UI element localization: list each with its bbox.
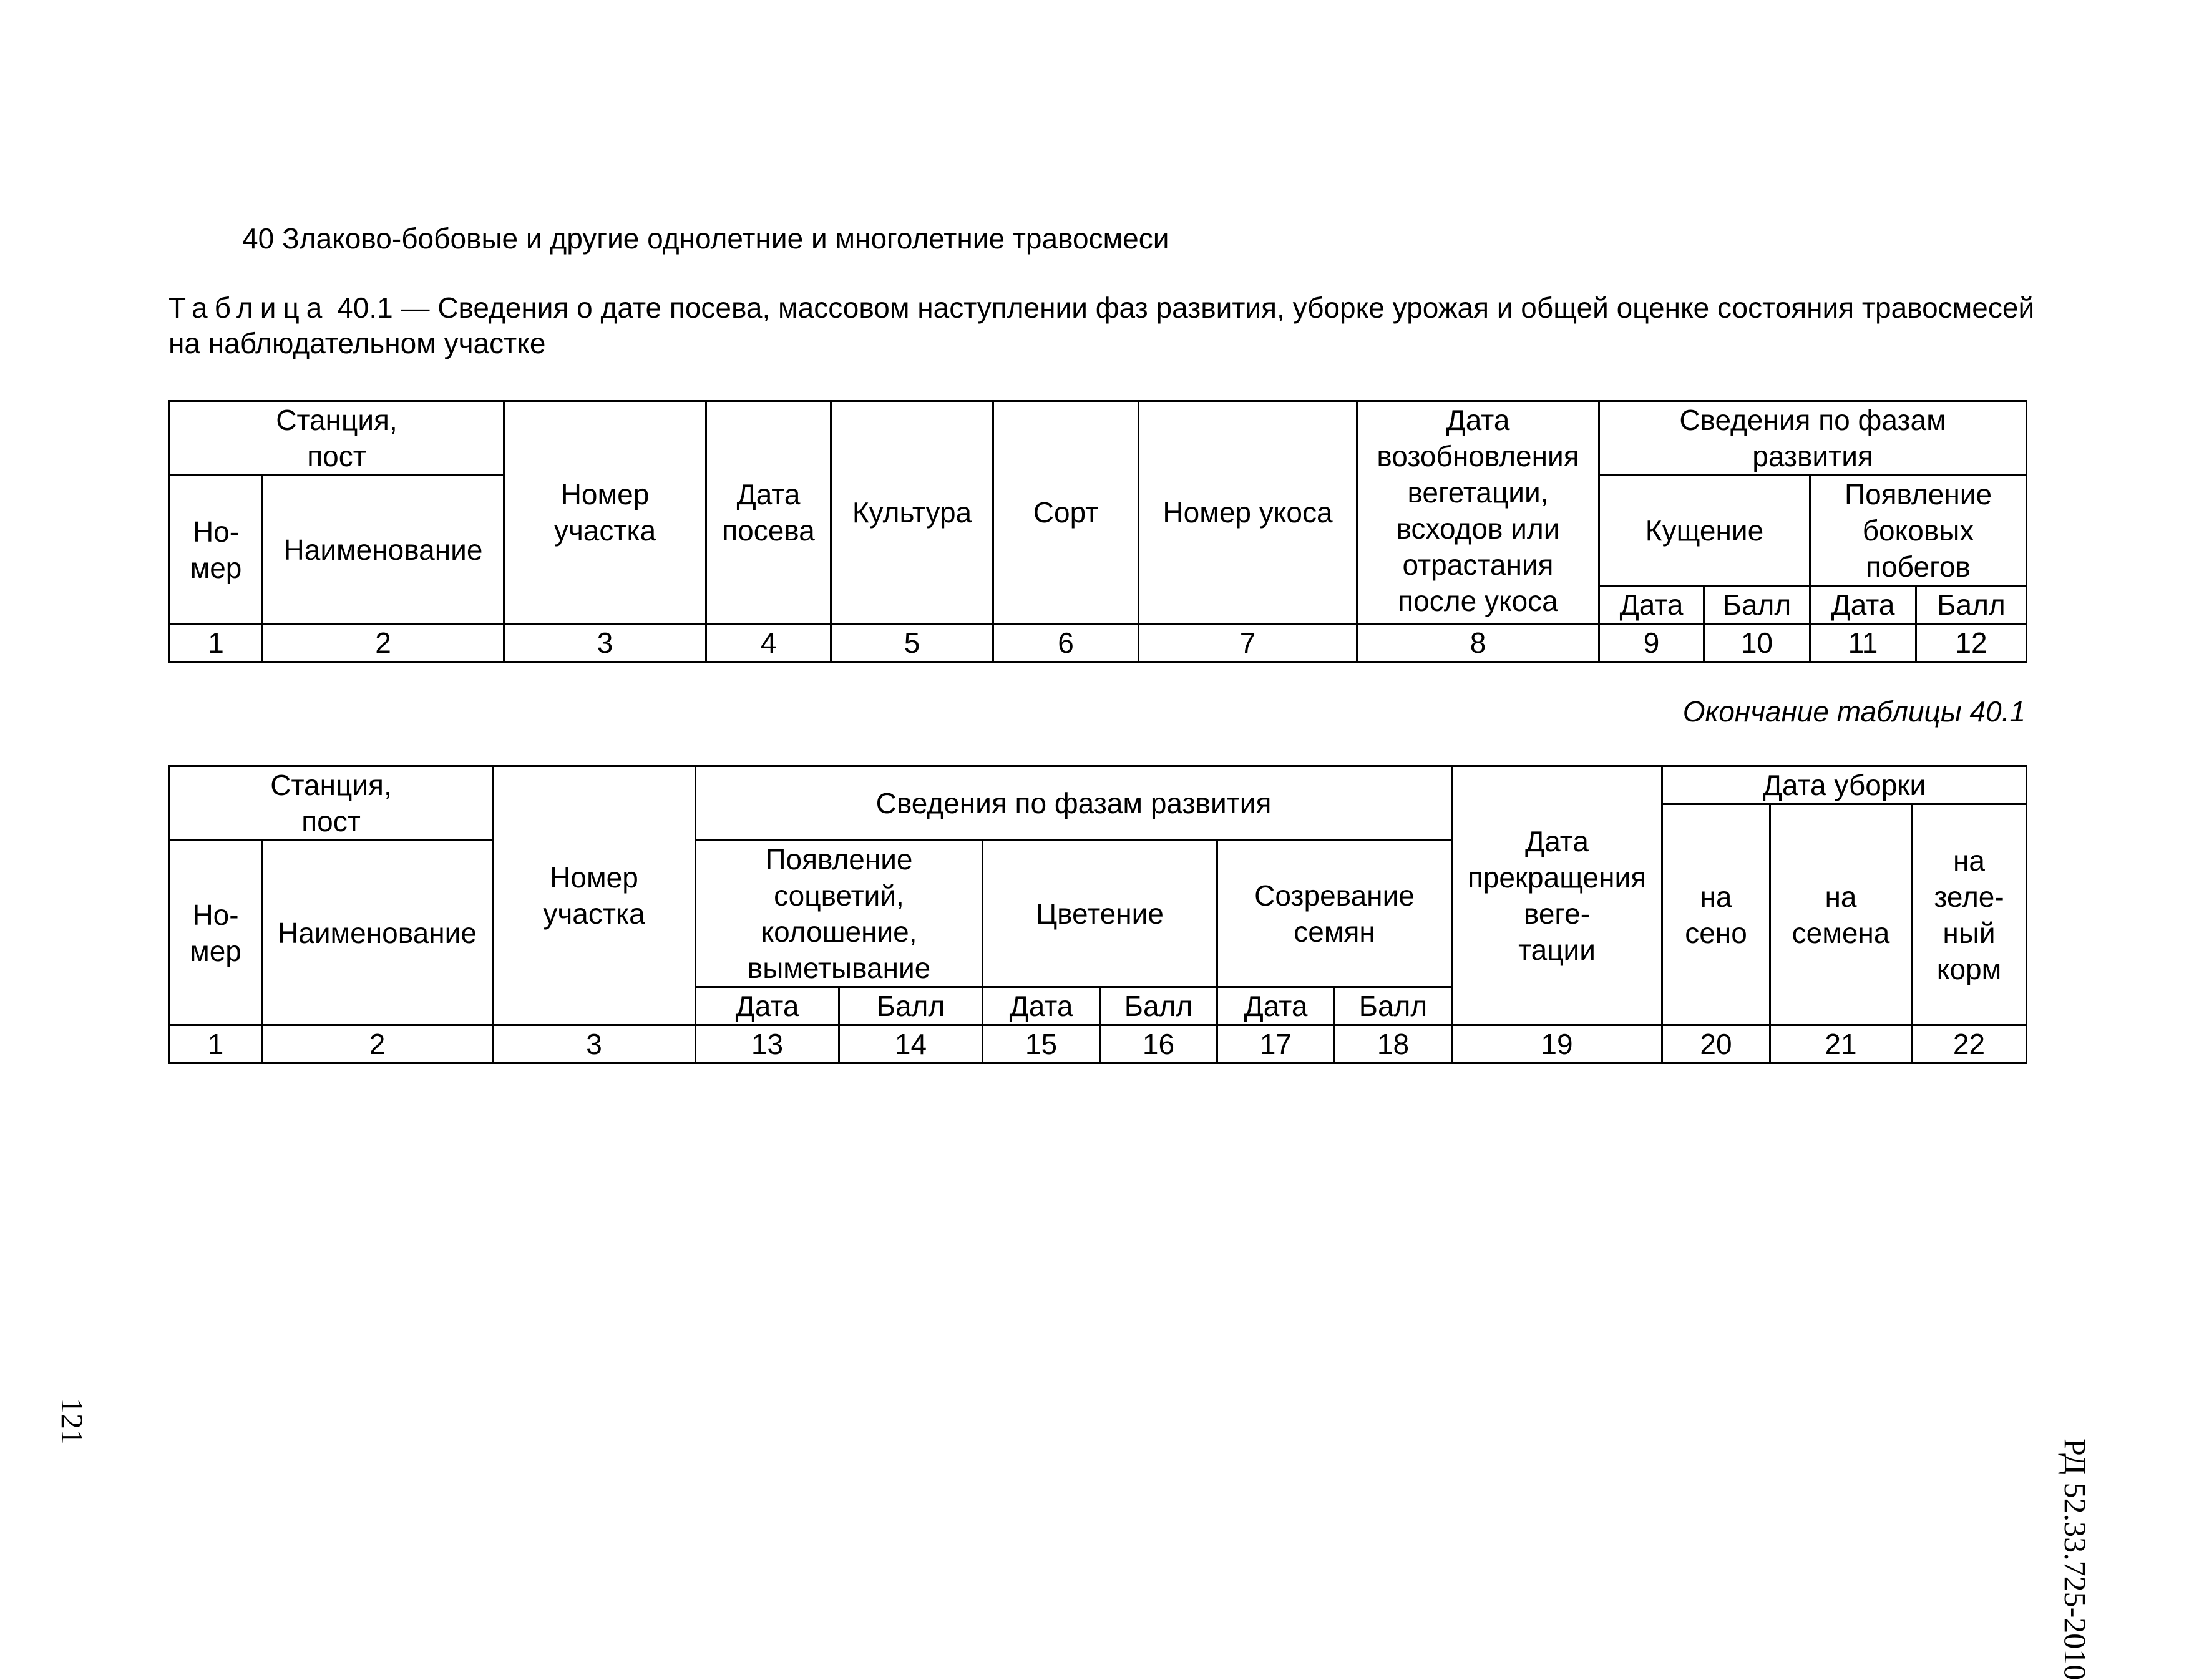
header-ripening-date: Дата: [1217, 987, 1335, 1025]
header-for-green-fodder: на зеле- ный корм: [1912, 804, 2027, 1025]
header-number: Но- мер: [170, 841, 262, 1025]
page-number: 121: [55, 1398, 90, 1445]
header-tillering-score: Балл: [1704, 586, 1810, 624]
column-number: 14: [839, 1025, 983, 1063]
table-caption: [168, 290, 2040, 361]
column-number: 17: [1217, 1025, 1335, 1063]
header-phases: Сведения по фазам развития: [1599, 401, 2027, 476]
column-number: 15: [983, 1025, 1100, 1063]
column-number: 13: [696, 1025, 839, 1063]
header-phases: Сведения по фазам развития: [696, 766, 1452, 841]
column-number: 10: [1704, 624, 1810, 662]
column-number: 1: [170, 1025, 262, 1063]
column-number: 19: [1452, 1025, 1662, 1063]
table-caption-label: Таблица: [168, 291, 329, 324]
column-number: 22: [1912, 1025, 2027, 1063]
header-heading-score: Балл: [839, 987, 983, 1025]
header-flowering-score: Балл: [1100, 987, 1217, 1025]
table-40-1-part-2: [168, 765, 2027, 1064]
header-side-shoots-score: Балл: [1916, 586, 2027, 624]
header-name: Наименование: [263, 476, 504, 624]
column-number: 8: [1357, 624, 1599, 662]
table-caption-text: — Сведения о дате посева, массовом наступлении фаз развития, уборке урожая и общей оценке состояния травосмесей на наблюдательном участке: [168, 291, 2035, 359]
column-number: 11: [1810, 624, 1916, 662]
column-number: 20: [1662, 1025, 1770, 1063]
header-for-hay: на сено: [1662, 804, 1770, 1025]
header-tillering-date: Дата: [1599, 586, 1704, 624]
column-number: 12: [1916, 624, 2027, 662]
header-sowing-date: Дата посева: [706, 401, 831, 624]
header-renewal-date: Дата возобновления вегетации, всходов или отрастания после укоса: [1357, 401, 1599, 624]
header-heading-date: Дата: [696, 987, 839, 1025]
header-plot-number: Номер участка: [493, 766, 696, 1025]
header-variety: Сорт: [993, 401, 1139, 624]
header-heading: Появление соцветий, колошение, выметывание: [696, 841, 983, 987]
column-number: 16: [1100, 1025, 1217, 1063]
header-station: Станция, пост: [170, 401, 504, 476]
column-number: 3: [504, 624, 706, 662]
header-tillering: Кущение: [1599, 476, 1810, 586]
header-seed-ripening: Созревание семян: [1217, 841, 1452, 987]
header-station: Станция, пост: [170, 766, 493, 841]
header-harvest-date: Дата уборки: [1662, 766, 2027, 804]
column-number: 7: [1139, 624, 1357, 662]
section-title: 40 Злаково-бобовые и другие однолетние и многолетние травосмеси: [242, 222, 1169, 255]
column-number: 3: [493, 1025, 696, 1063]
column-number: 6: [993, 624, 1139, 662]
header-flowering-date: Дата: [983, 987, 1100, 1025]
header-for-seeds: на семена: [1770, 804, 1912, 1025]
header-plot-number: Номер участка: [504, 401, 706, 624]
column-number: 2: [262, 1025, 493, 1063]
header-crop: Культура: [831, 401, 993, 624]
column-number: 9: [1599, 624, 1704, 662]
header-side-shoots-date: Дата: [1810, 586, 1916, 624]
document-code: РД 52.33.725-2010: [2058, 1438, 2093, 1680]
header-number: Но- мер: [170, 476, 263, 624]
column-number: 21: [1770, 1025, 1912, 1063]
header-side-shoots: Появление боковых побегов: [1810, 476, 2027, 586]
table-40-1-part-1: [168, 400, 2027, 663]
header-cut-number: Номер укоса: [1139, 401, 1357, 624]
column-number: 1: [170, 624, 263, 662]
header-vegetation-end: Дата прекращения веге- тации: [1452, 766, 1662, 1025]
column-number: 4: [706, 624, 831, 662]
table-continuation-label: Окончание таблицы 40.1: [1682, 695, 2026, 728]
header-name: Наименование: [262, 841, 493, 1025]
header-flowering: Цветение: [983, 841, 1217, 987]
column-number: 2: [263, 624, 504, 662]
column-number: 5: [831, 624, 993, 662]
table-caption-number: 40.1: [337, 291, 393, 324]
column-number: 18: [1335, 1025, 1452, 1063]
header-ripening-score: Балл: [1335, 987, 1452, 1025]
